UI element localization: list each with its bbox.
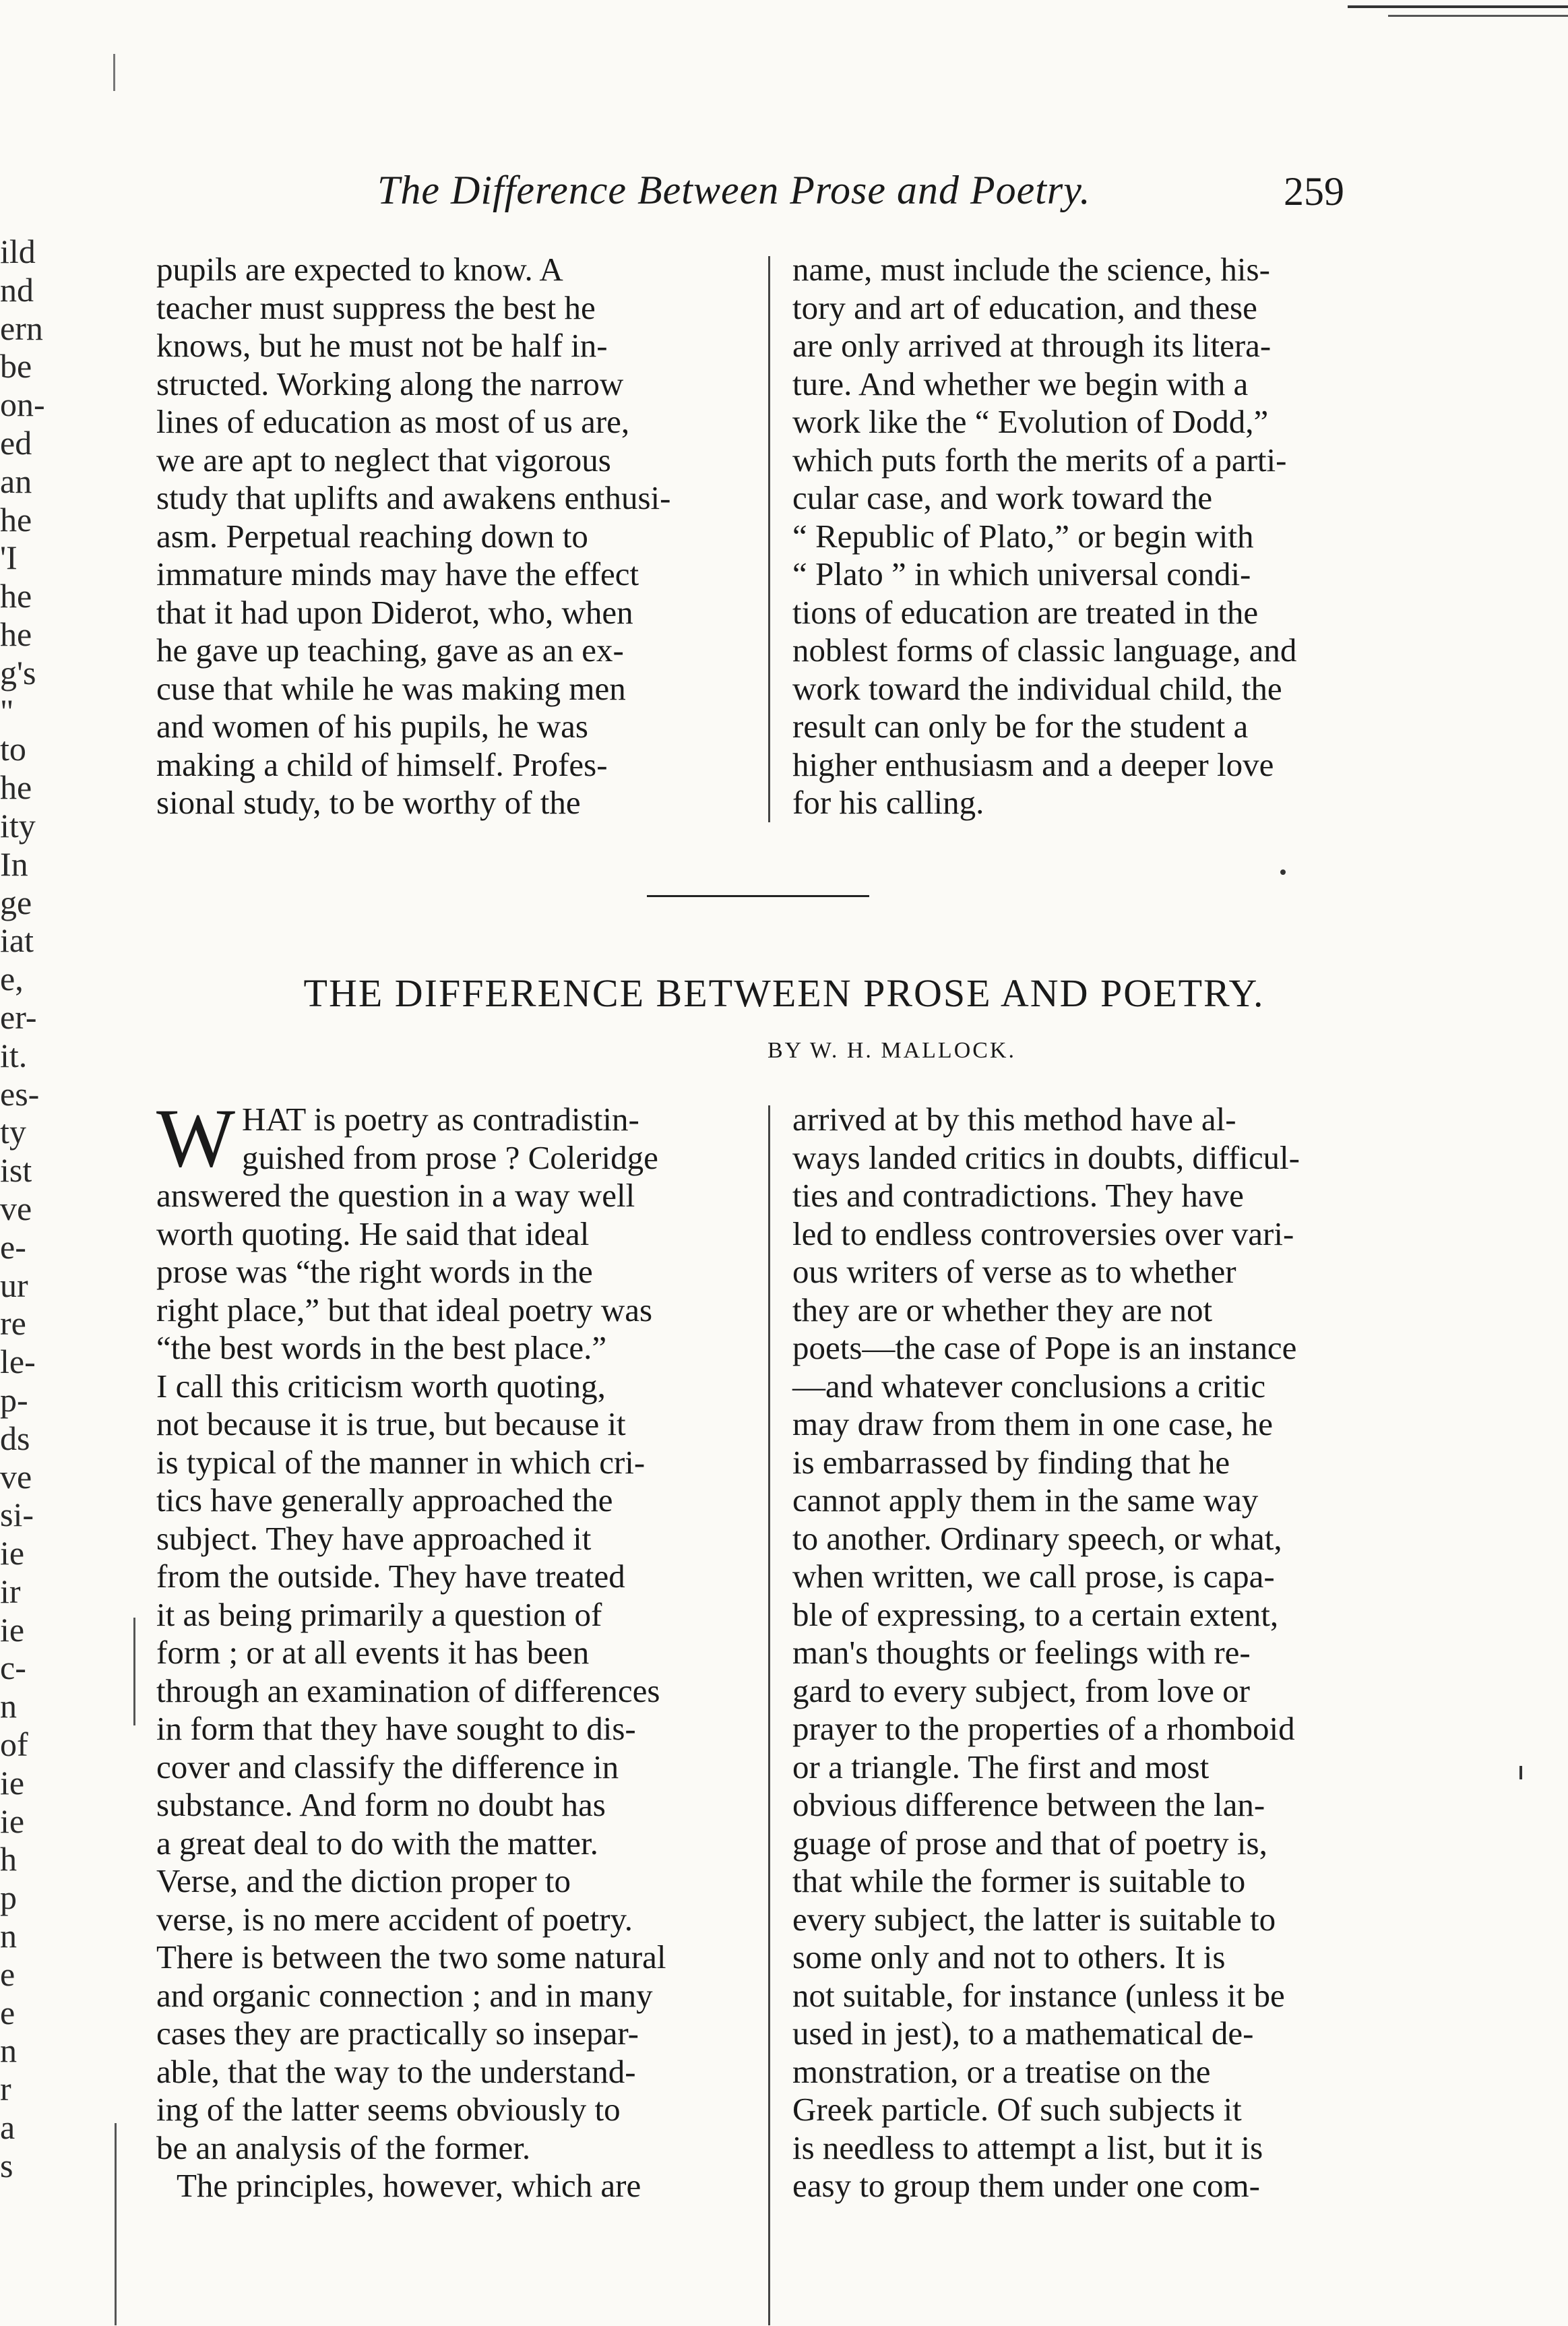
column-divider-article (768, 1105, 770, 2325)
margin-fragment: le- (0, 1343, 36, 1381)
text-line: asm. Perpetual reaching down to (156, 517, 588, 555)
margin-fragment: he (0, 768, 32, 807)
margin-tick (113, 54, 115, 91)
text-line: cular case, and work toward the (792, 479, 1213, 516)
top-rule (1348, 5, 1568, 8)
margin-fragment: si- (0, 1496, 34, 1534)
text-line: guished from prose ? Coleridge (242, 1138, 658, 1176)
text-line: we are apt to neglect that vigorous (156, 441, 611, 479)
stray-dot (1280, 869, 1286, 875)
text-line: arrived at by this method have al- (792, 1101, 1236, 1138)
text-line: Greek particle. Of such subjects it (792, 2091, 1242, 2128)
margin-fragment: to (0, 730, 26, 768)
article-byline: BY W. H. MALLOCK. (767, 1038, 1016, 1063)
text-line: that it had upon Diderot, who, when (156, 593, 633, 631)
text-line: and women of his pupils, he was (156, 708, 588, 745)
text-line: or a triangle. The first and most (792, 1748, 1210, 1785)
text-line: work toward the individual child, the (792, 669, 1282, 707)
text-line: that while the former is suitable to (792, 1862, 1246, 1899)
text-line: when written, we call prose, is capa- (792, 1558, 1275, 1595)
margin-fragment: ir (0, 1572, 21, 1610)
text-line: ways landed critics in doubts, difficul- (792, 1138, 1300, 1176)
margin-fragment: he (0, 500, 32, 539)
facing-page-margin-fragments (0, 233, 101, 2185)
text-line: cover and classify the difference in (156, 1748, 619, 1785)
margin-fragment: c- (0, 1649, 26, 1687)
text-line: through an examination of differences (156, 1672, 660, 1709)
text-line: not because it is true, but because it (156, 1405, 626, 1442)
text-line: some only and not to others. It is (792, 1938, 1226, 1976)
text-line: name, must include the science, his- (792, 251, 1270, 288)
text-line: is needless to attempt a list, but it is (792, 2129, 1263, 2166)
margin-fragment: ie (0, 1763, 25, 1802)
text-line: used in jest), to a mathematical de- (792, 2015, 1254, 2052)
margin-fragment: he (0, 615, 32, 653)
margin-fragment: ur (0, 1266, 28, 1304)
text-line: which puts forth the merits of a parti- (792, 441, 1287, 479)
margin-fragment: ie (0, 1610, 25, 1649)
text-line: cases they are practically so insepar- (156, 2015, 639, 2052)
margin-fragment: a (0, 2108, 15, 2147)
text-line: making a child of himself. Profes- (156, 745, 608, 783)
text-line: lines of education as most of us are, (156, 403, 630, 440)
text-line: subject. They have approached it (156, 1519, 592, 1557)
text-line: answered the question in a way well (156, 1177, 635, 1214)
margin-fragment: e, (0, 960, 24, 998)
article-column-right (792, 1101, 1399, 2205)
text-line: sional study, to be worthy of the (156, 784, 581, 821)
margin-fragment: ern (0, 309, 43, 347)
section-rule (647, 895, 869, 897)
margin-fragment: ty (0, 1113, 26, 1151)
text-line: cannot apply them in the same way (792, 1481, 1259, 1519)
margin-fragment: ds (0, 1419, 30, 1457)
margin-fragment: es- (0, 1074, 40, 1113)
text-line: he gave up teaching, gave as an ex- (156, 632, 624, 669)
text-line: ture. And whether we begin with a (792, 365, 1249, 402)
margin-fragment: of (0, 1725, 28, 1764)
text-line: obvious difference between the lan- (792, 1786, 1265, 1823)
text-line: noblest forms of classic language, and (792, 632, 1297, 669)
margin-fragment: ie (0, 1534, 25, 1572)
margin-fragment: p (0, 1878, 17, 1917)
margin-fragment: er- (0, 998, 37, 1036)
text-line: prose was “the right words in the (156, 1253, 593, 1290)
margin-fragment: h (0, 1840, 17, 1878)
text-line: teacher must suppress the best he (156, 288, 596, 326)
margin-fragment: it. (0, 1036, 28, 1074)
text-line: for his calling. (792, 784, 984, 821)
text-line: —and whatever conclusions a critic (792, 1367, 1266, 1405)
column-divider (768, 256, 770, 822)
text-line: tory and art of education, and these (792, 288, 1257, 326)
text-line: result can only be for the student a (792, 708, 1249, 745)
text-line: guage of prose and that of poetry is, (792, 1824, 1267, 1862)
text-line: may draw from them in one case, he (792, 1405, 1273, 1442)
text-line: every subject, the latter is suitable to (792, 1900, 1276, 1938)
margin-fragment: e (0, 1993, 15, 2031)
text-line: HAT is poetry as contradistin- (242, 1101, 639, 1138)
margin-fragment: g's (0, 653, 36, 692)
text-line: tics have generally approached the (156, 1481, 613, 1519)
margin-fragment: " (0, 692, 14, 730)
text-line: knows, but he must not be half in- (156, 327, 608, 364)
margin-fragment: e (0, 1955, 15, 1993)
text-line: pupils are expected to know. A (156, 251, 563, 288)
text-line: led to endless controversies over vari- (792, 1215, 1294, 1252)
margin-fragment: ie (0, 1802, 25, 1840)
margin-fragment: In (0, 845, 28, 883)
margin-fragment: ity (0, 806, 36, 845)
margin-fragment: re (0, 1304, 26, 1343)
margin-fragment: n (0, 2031, 17, 2070)
margin-fragment: he (0, 577, 32, 615)
margin-fragment: ge (0, 883, 32, 921)
margin-mark (133, 1618, 135, 1725)
text-line: ing of the latter seems obviously to (156, 2091, 621, 2128)
text-line: higher enthusiasm and a deeper love (792, 745, 1274, 783)
text-line: study that uplifts and awakens enthusi- (156, 479, 671, 516)
margin-fragment: ist (0, 1151, 32, 1190)
margin-fragment: n (0, 1917, 17, 1955)
margin-fragment: an (0, 462, 32, 500)
text-line: form ; or at all events it has been (156, 1634, 590, 1671)
text-line: from the outside. They have treated (156, 1558, 625, 1595)
text-line: cuse that while he was making men (156, 669, 626, 707)
top-rule-secondary (1388, 15, 1568, 17)
prev-article-column-left (156, 251, 749, 822)
text-line: structed. Working along the narrow (156, 365, 624, 402)
article-title: THE DIFFERENCE BETWEEN PROSE AND POETRY. (303, 971, 1265, 1015)
text-line: The principles, however, which are (177, 2167, 641, 2204)
text-line: be an analysis of the former. (156, 2129, 531, 2166)
margin-fragment: 'I (0, 539, 18, 577)
text-line: immature minds may have the effect (156, 555, 639, 592)
text-line: man's thoughts or feelings with re- (792, 1634, 1251, 1671)
text-line: poets—the case of Pope is an instance (792, 1329, 1297, 1366)
text-line: substance. And form no doubt has (156, 1786, 606, 1823)
margin-fragment: ild (0, 233, 36, 270)
margin-fragment: e- (0, 1227, 26, 1266)
prev-article-column-right (792, 251, 1399, 822)
running-head-title: The Difference Between Prose and Poetry. (377, 168, 1091, 212)
text-line: and organic connection ; and in many (156, 1976, 653, 2014)
text-line: not suitable, for instance (unless it be (792, 1976, 1285, 2014)
text-line: to another. Ordinary speech, or what, (792, 1519, 1282, 1557)
text-line: able, that the way to the understand- (156, 2052, 636, 2090)
text-line: gard to every subject, from love or (792, 1672, 1250, 1709)
text-line: they are or whether they are not (792, 1291, 1213, 1328)
text-line: “the best words in the best place.” (156, 1329, 607, 1366)
text-line: is embarrassed by finding that he (792, 1443, 1230, 1481)
text-line: ties and contradictions. They have (792, 1177, 1244, 1214)
margin-fragment: iat (0, 921, 34, 960)
text-line: right place,” but that ideal poetry was (156, 1291, 653, 1328)
margin-fragment: ve (0, 1457, 32, 1496)
margin-fragment: be (0, 347, 32, 386)
margin-fragment: ve (0, 1189, 32, 1227)
text-line: “ Plato ” in which universal condi- (792, 555, 1251, 592)
text-line: tions of education are treated in the (792, 593, 1259, 631)
margin-fragment: on- (0, 386, 45, 424)
margin-mark (115, 2123, 117, 2325)
article-column-left (156, 1092, 749, 2205)
text-line: easy to group them under one com- (792, 2167, 1260, 2204)
text-line: a great deal to do with the matter. (156, 1824, 598, 1862)
margin-fragment: r (0, 2070, 11, 2108)
text-line: work like the “ Evolution of Dodd,” (792, 403, 1269, 440)
text-line: ous writers of verse as to whether (792, 1253, 1236, 1290)
text-line: it as being primarily a question of (156, 1595, 602, 1633)
page-number: 259 (1284, 169, 1344, 214)
text-line: I call this criticism worth quoting, (156, 1367, 606, 1405)
margin-fragment: p- (0, 1380, 28, 1419)
text-line: verse, is no mere accident of poetry. (156, 1900, 633, 1938)
text-line: “ Republic of Plato,” or begin with (792, 517, 1254, 555)
margin-fragment: s (0, 2146, 13, 2184)
margin-fragment: nd (0, 270, 34, 309)
text-line: There is between the two some natural (156, 1938, 666, 1976)
text-line: in form that they have sought to dis- (156, 1710, 636, 1747)
text-line: worth quoting. He said that ideal (156, 1215, 590, 1252)
margin-fragment: ed (0, 423, 32, 462)
margin-fragment: n (0, 1687, 17, 1725)
text-line: Verse, and the diction proper to (156, 1862, 571, 1899)
margin-mark (1519, 1766, 1522, 1779)
text-line: is typical of the manner in which cri- (156, 1443, 646, 1481)
text-line: prayer to the properties of a rhomboid (792, 1710, 1295, 1747)
text-line: monstration, or a treatise on the (792, 2052, 1211, 2090)
text-line: are only arrived at through its litera- (792, 327, 1272, 364)
text-line: ble of expressing, to a certain extent, (792, 1595, 1279, 1633)
drop-cap: W (156, 1092, 236, 1184)
